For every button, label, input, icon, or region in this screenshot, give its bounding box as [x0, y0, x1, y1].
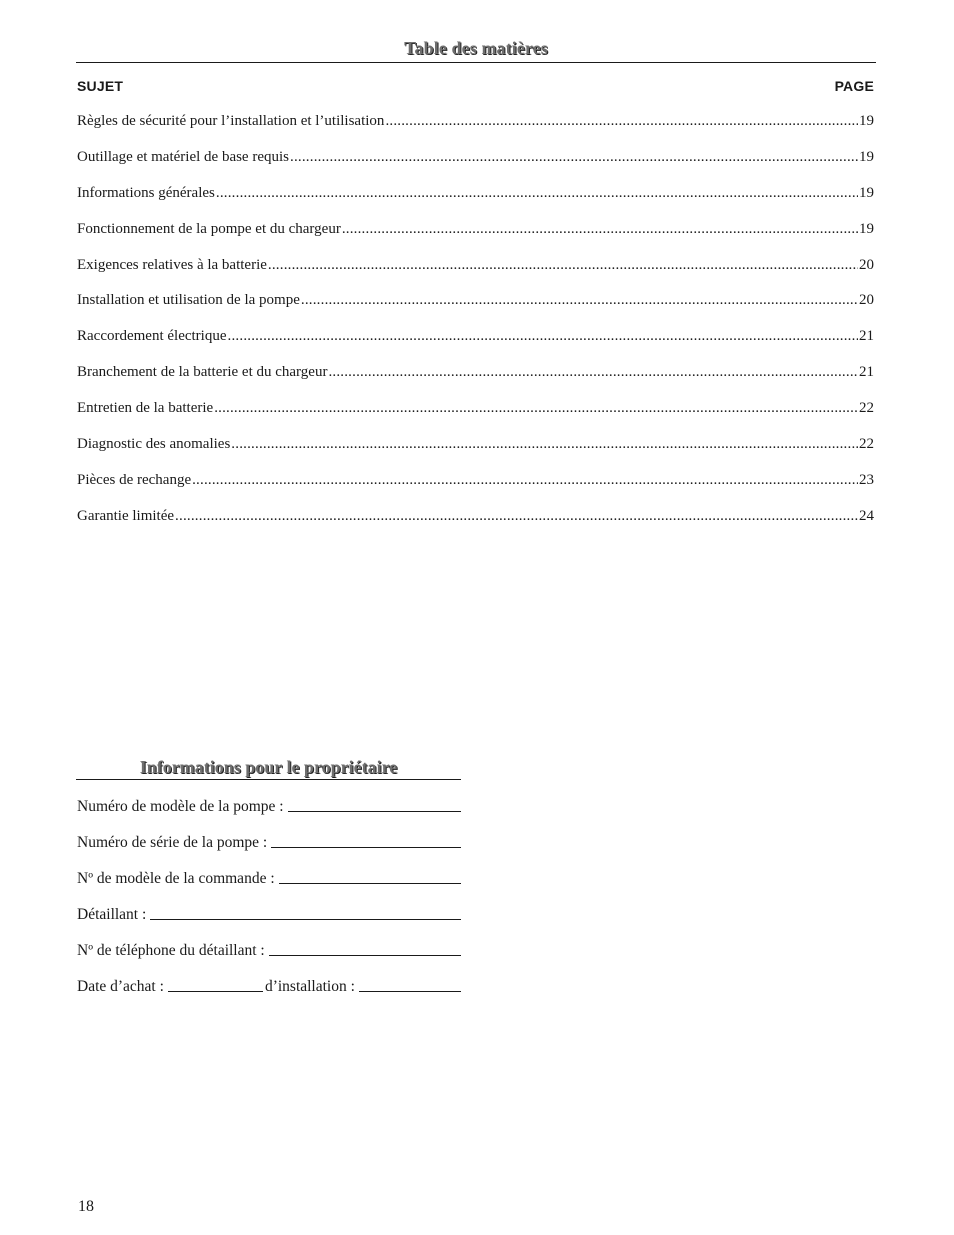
toc-entry[interactable]	[77, 292, 874, 328]
dot-leader	[192, 472, 858, 489]
toc-entry-label: Entretien de la batterie	[77, 400, 214, 417]
pump-serial-field	[77, 832, 461, 868]
subject-column-header: SUJET	[77, 78, 124, 94]
toc-entry-page: 22	[859, 400, 874, 417]
dot-leader	[214, 400, 858, 417]
dot-leader	[328, 364, 858, 381]
dot-leader	[290, 149, 858, 166]
toc-title-rule	[76, 62, 876, 63]
dealer-phone-field	[77, 940, 461, 976]
dealer-field	[77, 904, 461, 940]
toc-entry[interactable]	[77, 508, 874, 544]
toc-entry-label: Branchement de la batterie et du chargeur	[77, 364, 328, 381]
control-model-field	[77, 868, 461, 904]
toc-entry[interactable]	[77, 328, 874, 364]
dates-field	[77, 976, 461, 1012]
field-label: Nº de téléphone du détaillant :	[77, 942, 265, 959]
toc-entry-label: Installation et utilisation de la pompe	[77, 292, 300, 309]
dot-leader	[231, 436, 858, 453]
toc-entry-page: 21	[859, 328, 874, 345]
field-label: Nº de modèle de la commande :	[77, 870, 275, 887]
owner-info-rule	[76, 779, 461, 780]
toc-entry-label: Pièces de rechange	[77, 471, 192, 488]
pump-model-field	[77, 796, 461, 832]
toc-entry[interactable]	[77, 221, 874, 257]
toc-entry-page: 19	[859, 113, 874, 129]
toc-entry-page: 19	[859, 148, 874, 165]
dealer-input[interactable]	[150, 905, 461, 920]
toc-entry-label: Garantie limitée	[77, 507, 175, 524]
dot-leader	[175, 508, 858, 525]
toc-entry-label: Règles de sécurité pour l’installation et l’utilisation	[77, 113, 385, 129]
owner-info-form	[77, 796, 461, 1012]
toc-entry-page: 19	[859, 220, 874, 237]
toc-entry-label: Exigences relatives à la batterie	[77, 256, 267, 273]
pump-serial-input[interactable]	[271, 833, 461, 848]
page-number: 18	[78, 1198, 94, 1215]
toc-entry-label: Raccordement électrique	[77, 328, 227, 345]
toc-entry[interactable]	[77, 364, 874, 400]
toc-entry[interactable]	[77, 436, 874, 472]
dot-leader	[342, 221, 858, 238]
toc-entry-page: 24	[859, 507, 874, 524]
toc-entry[interactable]	[77, 113, 874, 149]
toc-entry-page: 19	[859, 184, 874, 201]
page-column-header: PAGE	[834, 78, 874, 94]
dot-leader	[216, 185, 858, 202]
toc-entry-page: 21	[859, 364, 874, 381]
dealer-phone-input[interactable]	[269, 941, 461, 956]
dot-leader	[228, 328, 858, 345]
toc-entry-label: Fonctionnement de la pompe et du chargeur	[77, 220, 341, 237]
control-model-input[interactable]	[279, 869, 461, 884]
purchase-date-input[interactable]	[168, 977, 263, 992]
toc-entry[interactable]	[77, 472, 874, 508]
toc-entry-label: Diagnostic des anomalies	[77, 436, 231, 453]
toc-entry-page: 20	[859, 292, 874, 309]
field-label: Détaillant :	[77, 906, 147, 923]
dot-leader	[385, 113, 858, 130]
pump-model-input[interactable]	[288, 797, 461, 812]
owner-info-title: Informations pour le propriétaire	[139, 757, 398, 777]
toc-entry-page: 20	[859, 256, 874, 273]
toc-entry-label: Outillage et matériel de base requis	[77, 148, 289, 165]
toc-entry[interactable]	[77, 149, 874, 185]
install-date-input[interactable]	[359, 977, 461, 992]
toc-title: Table des matières	[404, 38, 548, 58]
toc-entry[interactable]	[77, 257, 874, 293]
dot-leader	[301, 292, 858, 309]
install-date-label: d’installation :	[264, 978, 355, 995]
dot-leader	[268, 257, 858, 274]
toc-entry-label: Informations générales	[77, 184, 215, 201]
purchase-date-label: Date d’achat :	[77, 978, 164, 995]
toc-entry[interactable]	[77, 185, 874, 221]
field-label: Numéro de modèle de la pompe :	[77, 798, 284, 815]
toc-list	[77, 113, 874, 544]
toc-entry[interactable]	[77, 400, 874, 436]
field-label: Numéro de série de la pompe :	[77, 834, 268, 851]
toc-entry-page: 23	[859, 471, 874, 488]
toc-entry-page: 22	[859, 436, 874, 453]
